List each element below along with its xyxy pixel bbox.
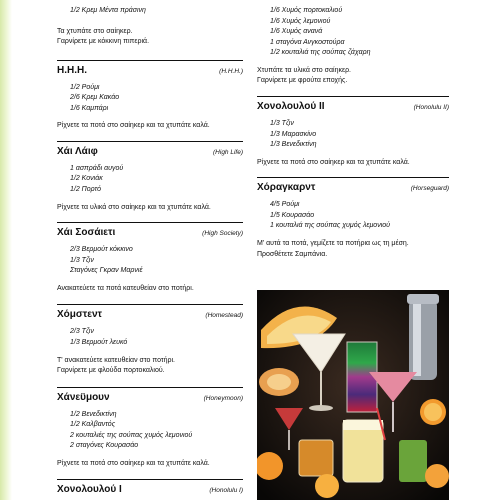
divider: [57, 222, 243, 223]
ingredient-list: [57, 245, 243, 277]
divider: [57, 479, 243, 480]
ingredient: 1 σταγόνα Ανγκοστούρα: [270, 38, 345, 46]
recipe-header: [57, 227, 243, 238]
ingredient: 2/3 Τζιν: [70, 328, 94, 336]
recipe-title: Χονολουλού ΙΙ: [257, 100, 325, 112]
ingredient-list: [257, 119, 449, 151]
divider: [57, 60, 243, 61]
recipe-subtitle: (Honeymoon): [203, 394, 243, 402]
divider: [57, 387, 243, 388]
recipe-subtitle: (High Society): [202, 230, 243, 238]
ingredient: 1 κουταλιά της σούπας χυμός λεμονιού: [270, 222, 390, 230]
cocktail-illustration: [257, 290, 449, 500]
left-column: [57, 0, 243, 495]
recipe-subtitle: (H.H.H.): [219, 67, 243, 75]
recipe-header: [257, 101, 449, 112]
recipe-title: Χάι Λάιφ: [57, 145, 98, 157]
ingredient: 2 κουταλιές της σούπας χυμός λεμονιού: [70, 431, 193, 439]
recipe-header: [257, 182, 449, 193]
ingredient: 4/5 Ρούμι: [270, 201, 300, 209]
instruction: Ανακατεύετε τα ποτά κατευθείαν στο ποτήρι.: [57, 284, 194, 292]
ingredient: 2/3 Βερμούτ κόκκινο: [70, 246, 133, 254]
recipe-subtitle: (Honolulu I): [209, 486, 243, 494]
recipe-subtitle: (Honolulu II): [413, 103, 449, 111]
ingredient: 1/6 Χυμός ανανά: [270, 28, 323, 36]
instruction: Ρίχνετε τα υλικά στο σαίηκερ και τα χτυπάτε καλά.: [57, 203, 211, 211]
ingredient: 1/3 Τζιν: [270, 119, 294, 127]
instruction: Μ' αυτά τα ποτά, γεμίζετε τα ποτήρια ως τη μέση.: [257, 240, 409, 248]
ingredient: 2/6 Κρεμ Κακάο: [70, 94, 120, 102]
recipe-title: Χάι Σοσάιετι: [57, 227, 116, 239]
ingredient: 2 σταγόνες Κουρασάο: [70, 442, 139, 450]
ingredient: 1/2 Βενεδικτίνη: [70, 410, 117, 418]
recipe-header: [57, 309, 243, 320]
recipe-title: Χάνεϋμουν: [57, 391, 110, 403]
ingredient: 1/5 Κουρασάο: [270, 211, 315, 219]
instruction: Γαρνίρετε με φρούτα εποχής.: [257, 77, 348, 85]
divider: [257, 96, 449, 97]
instruction: Ρίχνετε τα ποτά στο σαίηκερ και τα χτυπάτε καλά.: [57, 460, 210, 467]
ingredient: 1/2 Κρεμ Μέντα πράσινη: [70, 7, 146, 14]
ingredient: 1/2 Κονιάκ: [70, 175, 103, 183]
recipe-header: [57, 392, 243, 403]
right-column: [257, 0, 449, 260]
ingredient: 1/2 Καλβαντός: [70, 421, 116, 429]
instruction: Ρίχνετε τα ποτά στο σαίηκερ και τα χτυπάτε καλά.: [57, 122, 210, 130]
recipe-title: Χόμστεντ: [57, 309, 102, 321]
divider: [257, 177, 449, 178]
instruction: Ρίχνετε τα ποτά στο σαίηκερ και τα χτυπάτε καλά.: [257, 158, 410, 166]
cocktail-photo: [257, 290, 449, 500]
recipe-title: Χόραγκαρντ: [257, 182, 316, 194]
instruction: Γαρνίρετε με κόκκινη πιπεριά.: [57, 38, 150, 46]
ingredient: 1/3 Βενεδικτίνη: [270, 141, 317, 149]
ingredient: 1/2 κουταλιά της σούπας ζάχαρη: [270, 49, 371, 57]
instruction: Προσθέτετε Σαμπάνια.: [257, 250, 328, 258]
recipe-header: [57, 484, 243, 495]
recipe-header: [57, 65, 243, 76]
ingredient: 1/2 Ρούμι: [70, 83, 100, 91]
ingredient: 1/3 Μαρασκίνο: [270, 130, 317, 138]
ingredient-list: [57, 327, 243, 348]
ingredient-list: [57, 410, 243, 452]
recipe-header: [57, 146, 243, 157]
ingredient: 1/3 Βερμούτ λευκό: [70, 339, 128, 347]
ingredient: Σταγόνες Γκραν Μαρνιέ: [70, 267, 143, 275]
ingredient: 1/6 Χυμός λεμονιού: [270, 17, 331, 25]
instruction: Τα χτυπάτε στο σαίηκερ.: [57, 27, 133, 35]
recipe-title: Χονολουλού Ι: [57, 483, 122, 495]
recipe-subtitle: (Homestead): [205, 312, 243, 320]
instruction: Τ' ανακατεύετε κατευθείαν στο ποτήρι.: [57, 356, 176, 364]
ingredient: 1 ασπράδι αυγού: [70, 164, 124, 172]
page-edge: [0, 0, 12, 500]
ingredient-list: [57, 6, 243, 17]
divider: [57, 304, 243, 305]
ingredient: 1/2 Πορτό: [70, 186, 102, 194]
recipe-subtitle: (High Life): [213, 148, 243, 156]
ingredient: 1/6 Καμπάρι: [70, 104, 109, 112]
divider: [57, 141, 243, 142]
ingredient-list: [257, 200, 449, 232]
ingredient-list: [57, 164, 243, 196]
recipe-title: Η.Η.Η.: [57, 64, 87, 76]
instruction: Γαρνίρετε με φλούδα πορτοκαλιού.: [57, 367, 165, 375]
recipe-subtitle: (Horseguard): [410, 185, 449, 193]
ingredient-list: [57, 83, 243, 115]
instruction: Χτυπάτε τα υλικά στο σαίηκερ.: [257, 66, 352, 74]
ingredient: 1/6 Χυμός πορτοκαλιού: [270, 7, 343, 14]
ingredient: 1/3 Τζιν: [70, 256, 94, 264]
ingredient-list: [257, 6, 449, 59]
